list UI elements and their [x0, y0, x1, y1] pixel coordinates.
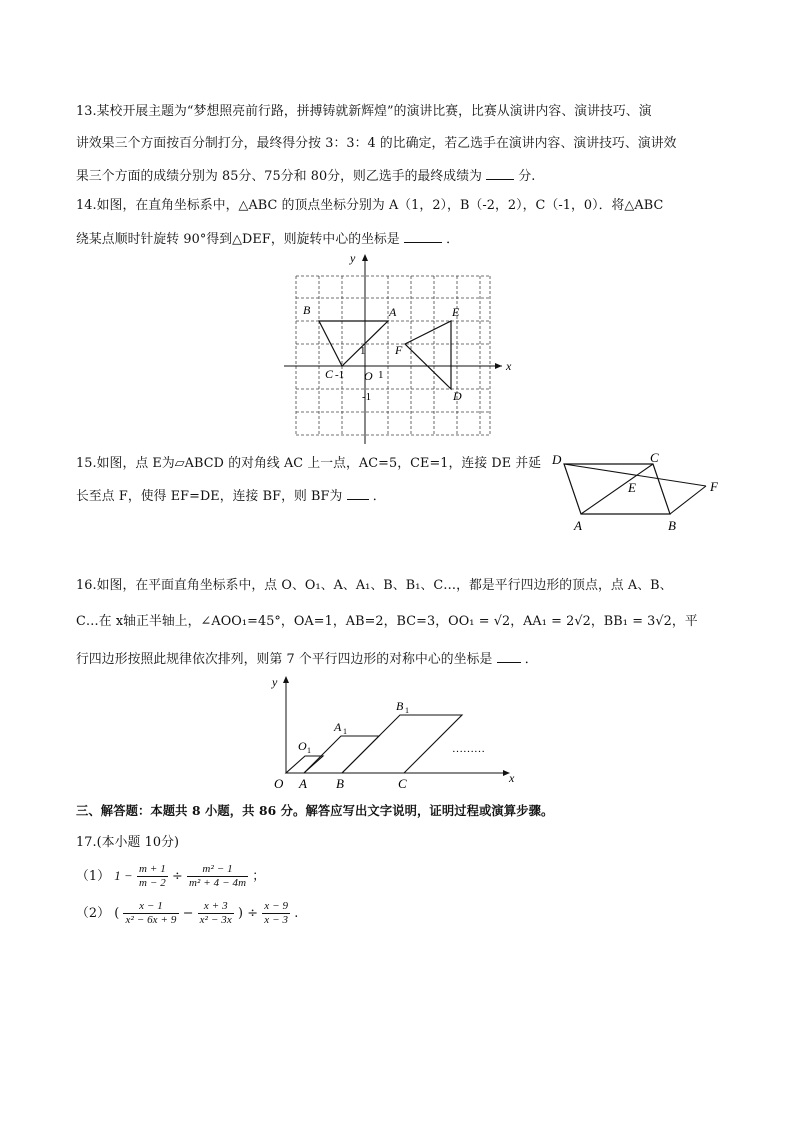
q14-label-c: C — [325, 367, 334, 381]
q14-label-a: A — [389, 305, 397, 319]
q17-p1-f1-den: m − 2 — [138, 877, 166, 889]
q16-line3-end: ． — [524, 652, 538, 667]
q14-label-neg1x: -1 — [335, 369, 345, 381]
q15-line1: 15.如图，点 E为▱ABCD 的对角线 AC 上一点，AC=5，CE=1，连接 DE 并延 — [76, 456, 542, 471]
q14-triangle-abc — [319, 321, 388, 366]
q17-p1-f2-num: m² − 1 — [187, 863, 248, 877]
q15-label-e: E — [628, 480, 636, 495]
q15-segment-bf — [670, 486, 706, 514]
q16-label-a1: A — [334, 720, 342, 734]
q13-line3-text: 果三个方面的成绩分别为 85分、75分和 80分，则乙选手的最终成绩为 — [76, 169, 483, 184]
q16-line1: 16.如图，在平面直角坐标系中，点 O、O₁、A、A₁、B、B₁、C…，都是平行四边形的顶点，点 A、B、 — [76, 578, 673, 593]
q17-p2-f3-den: x − 3 — [264, 914, 289, 926]
q16-label-b1: B — [396, 699, 404, 713]
q15-parallelogram-figure — [544, 448, 734, 540]
q14-label-1y: 1 — [360, 345, 366, 357]
q14-triangle-def — [405, 321, 451, 389]
q14-label-f: F — [395, 343, 403, 357]
q16-parallelogram-3 — [342, 715, 462, 773]
q17-p2-minus: − — [182, 906, 194, 921]
q16-label-o: O — [274, 776, 284, 790]
q14-label-b: B — [303, 303, 311, 317]
q17-p1-div: ÷ — [171, 869, 183, 884]
q15-label-a: A — [574, 518, 582, 533]
q16-answer-blank — [497, 650, 521, 663]
q14-label-d: D — [453, 389, 462, 403]
q14-line2-text: 绕某点顺时针旋转 90°得到△DEF，则旋转中心的坐标是 — [76, 232, 400, 247]
q16-label-x: x — [509, 771, 515, 785]
q16-parallelograms-figure — [266, 672, 522, 790]
q17-p1-fraction1 — [137, 863, 168, 890]
q16-line3-text: 行四边形按照此规律依次排列，则第 7 个平行四边形的对称中心的坐标是 — [76, 652, 493, 667]
q15-answer-blank — [347, 487, 369, 500]
q17-p2-fraction3 — [262, 900, 290, 927]
q14-y-arrow — [362, 254, 368, 261]
q15-label-c: C — [650, 450, 659, 465]
q17-p2-open: ( — [114, 906, 120, 921]
q16-parallelogram-2 — [304, 736, 379, 773]
section3-title: 三、解答题：本题共 8 小题，共 86 分。解答应写出文字说明，证明过程或演算步骤。 — [76, 803, 554, 818]
q15-label-b: B — [668, 518, 676, 533]
q17-p1-lead: 1 − — [114, 869, 133, 883]
q16-label-y: y — [272, 675, 278, 689]
q16-line3 — [76, 650, 538, 668]
q14-label-x: x — [506, 359, 512, 373]
q14-line1: 14.如图，在直角坐标系中，△ABC 的顶点坐标分别为 A（1，2），B（-2，2），C（-1，0）．将△ABC — [76, 198, 664, 213]
q15-label-d: D — [552, 452, 562, 467]
q14-line2 — [76, 230, 459, 248]
q16-ellipsis: ……… — [452, 743, 485, 755]
q14-answer-blank — [404, 230, 442, 243]
q15-line2-end: ． — [372, 489, 386, 504]
q16-label-c: C — [398, 776, 407, 790]
q17-header: 17.(本小题 10分) — [76, 835, 180, 850]
q14-label-1x: 1 — [378, 369, 384, 381]
q17-p2-f3-num: x − 9 — [264, 900, 289, 912]
q16-label-b1-sub: 1 — [405, 706, 409, 715]
q14-coordinate-figure — [280, 250, 520, 446]
q17-p1-f1-num: m + 1 — [138, 863, 166, 875]
q17-p1-f2-den: m² + 4 − 4m — [188, 877, 247, 889]
q16-label-a: A — [299, 776, 307, 790]
q16-line2: C…在 x轴正半轴上，∠AOO₁=45°，OA=1，AB=2，BC=3，OO₁ = √2，AA₁ = 2√2，BB₁ = 3√2，平 — [76, 614, 698, 629]
q14-label-y: y — [350, 251, 356, 265]
q14-x-arrow — [495, 363, 502, 369]
q14-label-neg1y: -1 — [362, 391, 372, 403]
q17-p2-fraction1 — [123, 900, 178, 927]
q14-label-e: E — [452, 305, 460, 319]
q13-line3-end: 分. — [518, 169, 536, 184]
q15-line2 — [76, 487, 386, 505]
q17-part2 — [76, 899, 298, 929]
q13-answer-blank — [486, 167, 514, 180]
q14-label-origin: O — [364, 369, 373, 383]
q14-grid — [296, 276, 490, 436]
q16-y-arrow — [283, 676, 289, 683]
q16-parallelogram-1 — [286, 756, 323, 773]
q17-p2-end: . — [294, 906, 299, 921]
q16-label-b: B — [336, 776, 344, 790]
q16-label-o1: O — [298, 739, 307, 753]
q17-p2-f2-num: x + 3 — [198, 900, 234, 914]
q14-line2-end: ． — [446, 232, 460, 247]
q17-part1 — [76, 861, 265, 892]
q13-line1: 13.某校开展主题为“梦想照亮前行路，拼搏铸就新辉煌”的演讲比赛，比赛从演讲内容、演讲技巧、演 — [76, 104, 652, 119]
q17-p2-fraction2 — [198, 900, 234, 927]
q17-p2-f1-den: x² − 6x + 9 — [125, 914, 177, 926]
q16-label-o1-sub: 1 — [307, 746, 311, 755]
q13-line2: 讲效果三个方面按百分制打分，最终得分按 3：3：4 的比确定，若乙选手在演讲内容、演讲技巧、演讲效 — [76, 136, 677, 151]
q15-diagonal-ac — [581, 464, 653, 514]
q17-p2-close: ) ÷ — [238, 906, 259, 921]
q17-p2-f1-num: x − 1 — [123, 900, 178, 914]
q13-line3 — [76, 167, 535, 185]
q17-p1-label: （1） — [76, 869, 111, 884]
q17-p1-fraction2 — [187, 863, 248, 890]
q17-p1-end: ； — [252, 869, 266, 884]
q15-line2-text: 长至点 F，使得 EF=DE，连接 BF，则 BF为 — [76, 489, 343, 504]
q17-p2-label: （2） — [76, 906, 111, 921]
q17-p2-f2-den: x² − 3x — [199, 914, 232, 926]
q16-label-a1-sub: 1 — [343, 727, 347, 736]
q15-label-f: F — [710, 479, 718, 494]
